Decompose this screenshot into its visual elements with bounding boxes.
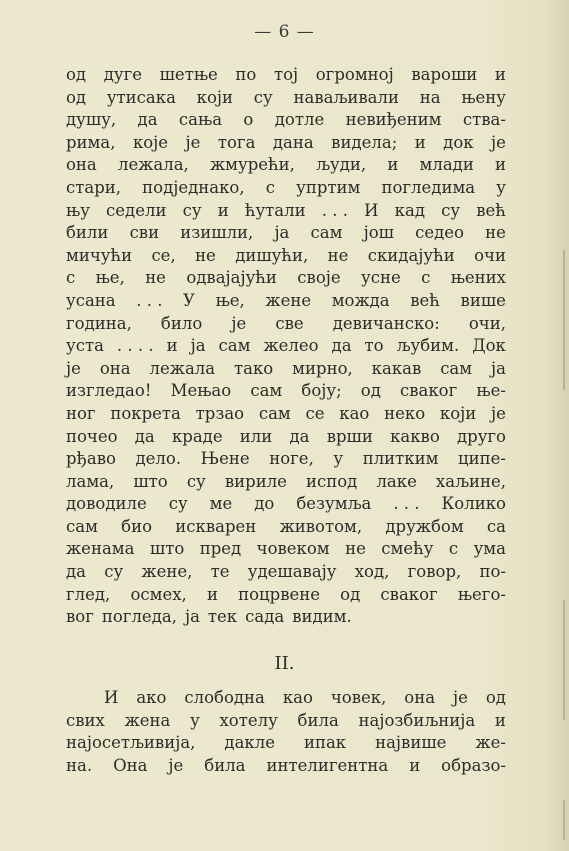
word: је — [452, 688, 468, 707]
word: била — [297, 710, 339, 730]
word: желео — [263, 336, 319, 356]
word: њего- — [457, 584, 506, 604]
word: боју; — [301, 381, 342, 401]
word: који — [439, 403, 477, 423]
word: човек, — [330, 688, 387, 707]
word: испод — [306, 471, 358, 491]
word: не — [485, 223, 506, 243]
word: седео — [415, 223, 464, 243]
word: сам — [310, 223, 343, 243]
word: мирно, — [292, 358, 353, 378]
word: изишли, — [180, 223, 254, 243]
word: не — [145, 268, 166, 288]
word: свих — [66, 710, 105, 730]
word: што — [133, 471, 168, 491]
word: видим. — [292, 607, 352, 627]
word: удешавају — [247, 562, 337, 582]
word: су — [104, 562, 124, 582]
word: сам — [258, 403, 291, 423]
word: безумља — [296, 494, 372, 514]
word: усана — [66, 290, 116, 310]
text-line — [66, 584, 506, 607]
word: у — [333, 449, 344, 469]
word: да — [331, 336, 352, 356]
word: сам — [66, 516, 98, 536]
word: . . . . — [116, 336, 154, 356]
word: покрета — [110, 403, 181, 423]
word: дотле — [274, 110, 325, 130]
word: ја — [274, 223, 290, 243]
word: су — [168, 494, 188, 514]
word: с — [265, 177, 275, 197]
word: рима, — [66, 132, 116, 152]
word: као — [339, 403, 370, 423]
word: не — [195, 245, 216, 265]
word: говор, — [407, 562, 462, 582]
word: с — [448, 539, 459, 559]
word: лама, — [66, 471, 115, 491]
word: ње, — [215, 290, 245, 310]
word: по — [235, 65, 257, 84]
word: своје — [297, 268, 341, 288]
word: ципе- — [458, 449, 506, 469]
word: усне — [361, 268, 401, 288]
paragraph-2 — [66, 687, 506, 777]
word: Њене — [200, 449, 250, 469]
word: животом, — [279, 516, 363, 536]
word: да — [289, 426, 310, 446]
word: све — [275, 313, 304, 333]
word: су — [186, 471, 206, 491]
word: она — [66, 155, 97, 175]
word: ипак — [303, 733, 347, 753]
text-line — [66, 200, 506, 223]
word: У — [183, 290, 195, 310]
word: се — [305, 403, 325, 423]
word: почео — [66, 426, 118, 446]
word: упртим — [296, 177, 361, 197]
word: је — [491, 132, 506, 152]
text-line — [66, 606, 506, 629]
word: подједнако, — [142, 177, 245, 197]
word: сви — [129, 223, 160, 243]
word: сваког — [400, 381, 458, 401]
word: са — [486, 516, 506, 536]
word: на. — [66, 755, 93, 775]
word: врши — [326, 426, 373, 446]
word: да — [134, 426, 155, 446]
word: који — [196, 87, 234, 107]
word: образо- — [441, 755, 506, 775]
word: не — [345, 539, 366, 559]
word: по- — [479, 562, 506, 582]
word: дакле — [224, 733, 275, 753]
word: уста — [66, 336, 104, 356]
text-line — [66, 267, 506, 290]
word: наваљивали — [293, 87, 399, 107]
word: најозбиљнија — [358, 710, 476, 730]
word: друго — [456, 426, 506, 446]
word: ја — [184, 607, 200, 627]
word: ног — [66, 403, 96, 423]
word: изгледао! — [66, 381, 152, 401]
word: као — [282, 688, 313, 707]
word: сам — [440, 358, 473, 378]
word: ума — [473, 539, 506, 559]
word: краде — [171, 426, 223, 446]
word: она — [99, 358, 131, 378]
text-line — [66, 538, 506, 561]
word: хаљине, — [435, 471, 506, 491]
word: су — [182, 200, 202, 220]
word: су — [441, 200, 461, 220]
word: жена — [124, 710, 171, 730]
word: дишући, — [235, 245, 309, 265]
word: мичући — [66, 245, 133, 265]
word: плитким — [362, 449, 439, 469]
word: женама — [66, 539, 135, 559]
word: били — [66, 223, 109, 243]
word: те — [210, 562, 230, 582]
word: од — [66, 65, 87, 84]
word: најосетљивија, — [66, 733, 196, 753]
text-line — [66, 561, 506, 584]
text-line — [66, 87, 506, 110]
text-line — [66, 335, 506, 358]
word: ако — [136, 688, 167, 707]
word: Она — [113, 755, 148, 775]
word: же- — [475, 733, 506, 753]
word: . . . — [136, 290, 163, 310]
word: лаке — [376, 471, 417, 491]
word: ћутали — [244, 200, 306, 220]
word: кад — [394, 200, 425, 220]
word: шетње — [159, 65, 218, 84]
word: погледа, — [101, 607, 177, 627]
word: на — [419, 87, 441, 107]
word: не — [327, 245, 349, 265]
word: с — [66, 268, 76, 288]
word: тако — [234, 358, 274, 378]
word: ње- — [476, 381, 506, 401]
word: више — [460, 290, 506, 310]
text-line — [66, 132, 506, 155]
word: љубим. — [396, 336, 460, 356]
word: ја — [491, 358, 506, 378]
word: огромној — [315, 65, 394, 84]
word: од — [340, 584, 361, 604]
word: хотелу — [219, 710, 278, 730]
word: . . . — [321, 200, 348, 220]
word: и — [409, 755, 421, 775]
word: и — [494, 710, 506, 730]
word: и — [414, 132, 426, 152]
word: или — [239, 426, 273, 446]
word: ја — [190, 336, 206, 356]
text-line — [66, 358, 506, 381]
text-line — [66, 755, 506, 778]
text-line — [66, 380, 506, 403]
word: тога — [217, 132, 256, 152]
word: сваког — [380, 584, 438, 604]
word: дело. — [135, 449, 182, 469]
word: ства- — [462, 110, 506, 130]
word: утисака — [106, 87, 176, 107]
word: седели — [106, 200, 167, 220]
word: дуге — [103, 65, 142, 84]
word: и — [494, 65, 506, 84]
text-line — [66, 732, 506, 755]
word: било — [160, 313, 203, 333]
word: и — [495, 155, 506, 175]
word: жене, — [141, 562, 193, 582]
section-heading: II. — [274, 653, 295, 674]
word: невиђеним — [345, 110, 442, 130]
word: људи, — [316, 155, 367, 175]
page-number: — 6 — — [254, 22, 315, 42]
word: тек — [207, 607, 238, 627]
word: у — [190, 710, 200, 730]
word: док — [443, 132, 474, 152]
word: о — [243, 110, 254, 130]
text-line — [66, 154, 506, 177]
word: до — [254, 494, 275, 514]
word: вириле — [224, 471, 287, 491]
word: и — [206, 584, 218, 604]
word: у — [496, 177, 506, 197]
word: Док — [472, 336, 506, 356]
word: стари, — [66, 177, 122, 197]
word: година, — [66, 313, 132, 333]
text-line — [66, 493, 506, 516]
text-line — [66, 222, 506, 245]
word: била — [204, 755, 246, 775]
word: највише — [375, 733, 447, 753]
word: слободна — [184, 688, 265, 707]
word: жмурећи, — [209, 155, 295, 175]
word: од — [360, 381, 381, 401]
word: поцрвене — [238, 584, 321, 604]
word: њену — [461, 87, 506, 107]
text-line — [66, 313, 506, 336]
page-edge-shadow — [563, 600, 565, 720]
word: ход, — [354, 562, 390, 582]
word: био — [121, 516, 153, 536]
word: су — [253, 87, 273, 107]
word: доводиле — [66, 494, 147, 514]
word: интелигентна — [266, 755, 389, 775]
page-edge-shadow — [563, 800, 565, 840]
word: трзао — [195, 403, 245, 423]
word: девичанско: — [332, 313, 440, 333]
word: већ — [476, 200, 506, 220]
text-line — [66, 290, 506, 313]
word: с — [421, 268, 431, 288]
word: од — [485, 688, 506, 707]
word: ме — [209, 494, 233, 514]
word: тој — [273, 65, 299, 84]
word: искварен — [175, 516, 257, 536]
text-line — [66, 177, 506, 200]
word: Колико — [441, 494, 506, 514]
word: ње, — [95, 268, 125, 288]
word: које — [132, 132, 169, 152]
word: очи — [474, 245, 506, 265]
word: видела; — [331, 132, 398, 152]
word: Мењао — [170, 381, 232, 401]
word: лежала — [149, 358, 216, 378]
word: . . . — [393, 494, 420, 514]
word: је — [66, 358, 81, 378]
word: већ — [410, 290, 440, 310]
word: је — [185, 132, 201, 152]
word: сам — [250, 381, 283, 401]
word: погледима — [381, 177, 476, 197]
word: њу — [66, 200, 90, 220]
word: је — [231, 313, 247, 333]
word: глед, — [66, 584, 111, 604]
word: и — [217, 200, 229, 220]
word: И — [104, 688, 119, 707]
word: очи, — [468, 313, 506, 333]
text-line — [66, 426, 506, 449]
word: смећу — [381, 539, 434, 559]
word: скидајући — [367, 245, 455, 265]
word: да — [66, 562, 86, 582]
word: какво — [390, 426, 440, 446]
word: вог — [66, 607, 94, 627]
word: дана — [272, 132, 314, 152]
text-line — [66, 516, 506, 539]
word: је — [168, 755, 184, 775]
text-line — [66, 403, 506, 426]
word: још — [363, 223, 394, 243]
word: њених — [450, 268, 506, 288]
word: вароши — [411, 65, 478, 84]
text-line — [66, 109, 506, 132]
text-line — [66, 471, 506, 494]
word: сања — [178, 110, 223, 130]
text-line — [66, 448, 506, 471]
text-line — [66, 245, 506, 268]
word: лежала, — [117, 155, 189, 175]
word: неко — [384, 403, 426, 423]
word: И — [364, 200, 379, 220]
paragraph-1 — [66, 64, 506, 629]
word: дружбом — [385, 516, 464, 536]
word: је — [491, 403, 506, 423]
word: осмех, — [130, 584, 187, 604]
word: душу, — [66, 110, 117, 130]
word: што — [149, 539, 185, 559]
word: рђаво — [66, 449, 116, 469]
word: и — [166, 336, 178, 356]
word: и — [387, 155, 399, 175]
page-edge-shadow — [563, 250, 565, 390]
word: сада — [245, 607, 285, 627]
word: жене — [265, 290, 312, 310]
word: човеком — [256, 539, 330, 559]
word: одвајајући — [186, 268, 277, 288]
word: сам — [218, 336, 251, 356]
text-line — [66, 710, 506, 733]
word: се, — [151, 245, 176, 265]
text-line — [66, 687, 506, 710]
word: млади — [419, 155, 474, 175]
word: какав — [371, 358, 422, 378]
word: од — [66, 87, 87, 107]
word: то — [364, 336, 384, 356]
word: она — [404, 688, 436, 707]
word: пред — [199, 539, 242, 559]
word: ноге, — [269, 449, 314, 469]
word: да — [137, 110, 158, 130]
word: можда — [331, 290, 390, 310]
text-line — [66, 64, 506, 87]
